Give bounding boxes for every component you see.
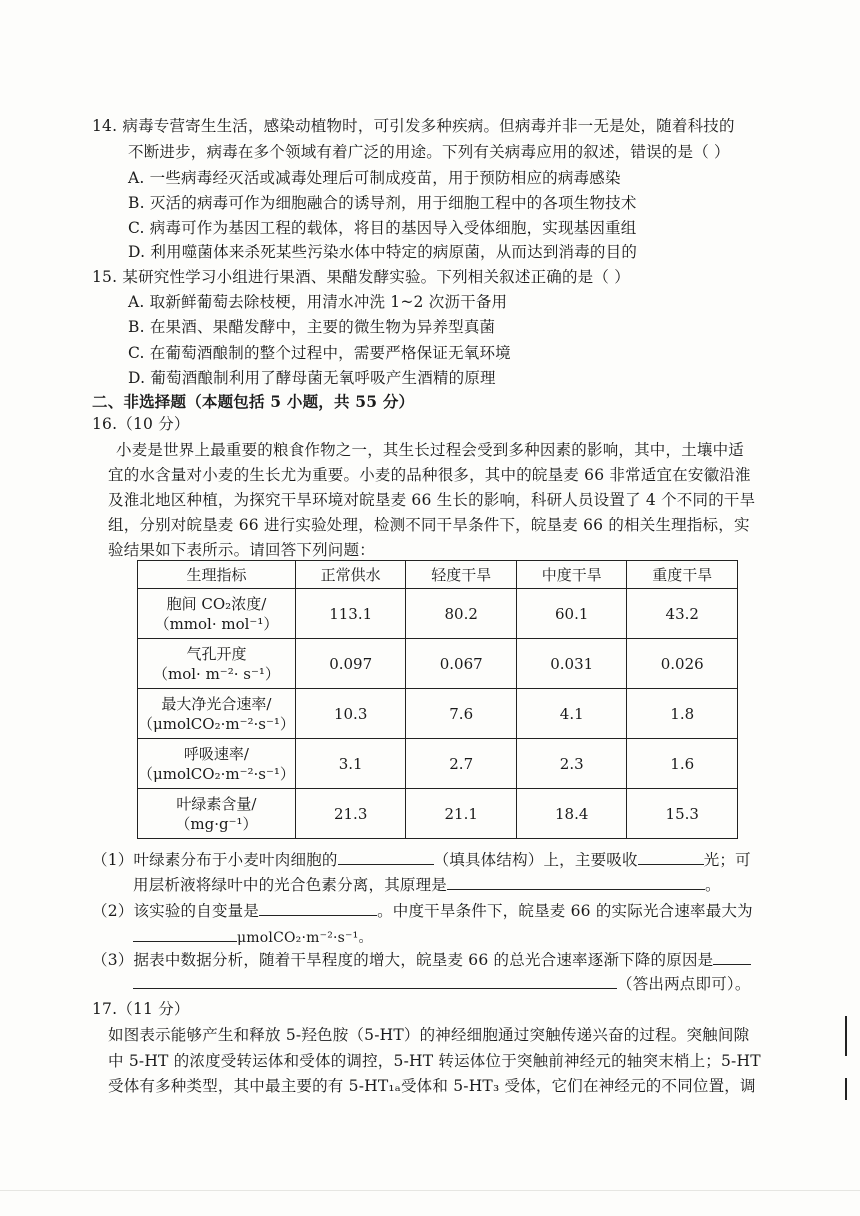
table-cell: 7.6 — [406, 689, 517, 739]
table-cell: 4.1 — [516, 689, 627, 739]
table-cell: 21.1 — [406, 789, 517, 839]
q16-sub1-line2 — [133, 873, 721, 897]
table-cell: 2.3 — [516, 739, 627, 789]
q14-stem-line2: 不断进步，病毒在多个领域有着广泛的用途。下列有关病毒应用的叙述，错误的是（ ） — [128, 143, 730, 161]
q16-para-line2: 宜的水含量对小麦的生长尤为重要。小麦的品种很多，其中的皖垦麦 66 非常适宜在安徽沿淮 — [108, 466, 751, 484]
physiology-table — [137, 560, 738, 839]
answer-blank[interactable] — [338, 848, 434, 865]
table-cell: 0.097 — [295, 639, 406, 689]
q16-heading: 16.（10 分） — [92, 415, 190, 433]
table-cell: 2.7 — [406, 739, 517, 789]
answer-blank[interactable] — [133, 972, 617, 989]
q15-option-d: D. 葡萄酒酿制利用了酵母菌无氧呼吸产生酒精的原理 — [128, 369, 496, 387]
table-cell: 80.2 — [406, 589, 517, 639]
q16-sub1-text: 用层析液将绿叶中的光合色素分离，其原理是 — [133, 876, 448, 894]
table-row — [138, 689, 738, 739]
row-label — [138, 739, 296, 789]
q16-sub1-text: （1）叶绿素分布于小麦叶肉细胞的 — [92, 851, 338, 869]
q16-sub1-text: （填具体结构）上，主要吸收 — [433, 851, 638, 869]
q16-sub1-text: 光；可 — [703, 851, 751, 869]
q14-option-c: C. 病毒可作为基因工程的载体，将目的基因导入受体细胞，实现基因重组 — [128, 219, 637, 237]
q14-option-a: A. 一些病毒经灭活或减毒处理后可制成疫苗，用于预防相应的病毒感染 — [128, 169, 621, 187]
q16-sub2-text: （2）该实验的自变量是 — [92, 902, 260, 920]
table-cell: 1.8 — [627, 689, 738, 739]
row-label — [138, 789, 296, 839]
section-heading: 二、非选择题（本题包括 5 小题，共 55 分） — [92, 392, 415, 411]
indicator-unit: （mol· m⁻²· s⁻¹） — [153, 664, 280, 683]
table-row — [138, 589, 738, 639]
table-cell: 0.067 — [406, 639, 517, 689]
table-cell: 15.3 — [627, 789, 738, 839]
table-cell: 21.3 — [295, 789, 406, 839]
table-cell: 3.1 — [295, 739, 406, 789]
row-label — [138, 689, 296, 739]
q15-option-b: B. 在果酒、果醋发酵中，主要的微生物为异养型真菌 — [128, 318, 496, 336]
table-header: 正常供水 — [295, 561, 406, 589]
table-cell: 10.3 — [295, 689, 406, 739]
q16-sub1-line1 — [92, 848, 751, 872]
table-cell: 0.031 — [516, 639, 627, 689]
table-cell: 1.6 — [627, 739, 738, 789]
indicator-name: 气孔开度 — [186, 644, 247, 663]
indicator-name: 叶绿素含量/ — [176, 794, 257, 813]
indicator-name: 呼吸速率/ — [183, 744, 249, 763]
q17-heading: 17.（11 分） — [92, 1000, 190, 1018]
q16-sub3-line1 — [92, 948, 751, 972]
table-header-row — [138, 561, 738, 589]
q16-sub2-text: 。中度干旱条件下，皖垦麦 66 的实际光合速率最大为 — [377, 902, 753, 920]
answer-blank[interactable] — [133, 925, 237, 942]
q16-sub2-unit: μmolCO₂·m⁻²·s⁻¹。 — [237, 930, 373, 946]
page-edge-rule — [0, 1190, 860, 1191]
table-header: 中度干旱 — [516, 561, 627, 589]
indicator-name: 最大净光合速率/ — [161, 694, 272, 713]
q16-para-line3: 及淮北地区种植，为探究干旱环境对皖垦麦 66 生长的影响，科研人员设置了 4 个不同的干旱 — [108, 491, 756, 509]
q16-sub3-text: （3）据表中数据分析，随着干旱程度的增大，皖垦麦 66 的总光合速率逐渐下降的原因是 — [92, 951, 714, 969]
margin-mark — [845, 1016, 847, 1056]
table-cell: 0.026 — [627, 639, 738, 689]
indicator-unit: （μmolCO₂·m⁻²·s⁻¹） — [138, 714, 295, 733]
indicator-unit: （μmolCO₂·m⁻²·s⁻¹） — [138, 764, 295, 783]
q15-option-a: A. 取新鲜葡萄去除枝梗，用清水冲洗 1~2 次沥干备用 — [128, 293, 508, 311]
table-cell: 43.2 — [627, 589, 738, 639]
q16-sub1-text: 。 — [705, 876, 721, 894]
table-header: 重度干旱 — [627, 561, 738, 589]
table-row — [138, 789, 738, 839]
table-cell: 18.4 — [516, 789, 627, 839]
table-header: 轻度干旱 — [406, 561, 517, 589]
indicator-name: 胞间 CO₂浓度/ — [166, 594, 267, 613]
q15-option-c: C. 在葡萄酒酿制的整个过程中，需要严格保证无氧环境 — [128, 344, 511, 362]
indicator-unit: （mmol· mol⁻¹） — [154, 614, 279, 633]
table-cell: 60.1 — [516, 589, 627, 639]
answer-blank[interactable] — [713, 948, 751, 965]
table-row — [138, 639, 738, 689]
q14-option-d: D. 利用噬菌体来杀死某些污染水体中特定的病原菌，从而达到消毒的目的 — [128, 243, 638, 261]
q16-sub2-line1 — [92, 899, 753, 923]
q16-sub2-line2 — [133, 925, 373, 950]
q16-para-line1: 小麦是世界上最重要的粮食作物之一，其生长过程会受到多种因素的影响，其中，土壤中适 — [116, 441, 745, 459]
q17-para-line3: 受体有多种类型，其中最主要的有 5-HT₁ₐ受体和 5-HT₃ 受体，它们在神经元的不同位置，调 — [108, 1077, 756, 1095]
q16-sub3-line2 — [133, 972, 751, 996]
table-row — [138, 739, 738, 789]
q16-para-line5: 验结果如下表所示。请回答下列问题： — [108, 541, 375, 559]
row-label — [138, 639, 296, 689]
q17-para-line2: 中 5-HT 的浓度受转运体和受体的调控，5-HT 转运体位于突触前神经元的轴突末梢上；5-HT — [108, 1052, 761, 1070]
q14-option-b: B. 灭活的病毒可作为细胞融合的诱导剂，用于细胞工程中的各项生物技术 — [128, 194, 637, 212]
q14-stem-line1: 14. 病毒专营寄生生活，感染动植物时，可引发多种疾病。但病毒并非一无是处，随着科技的 — [92, 117, 735, 135]
q16-para-line4: 组，分别对皖垦麦 66 进行实验处理，检测不同干旱条件下，皖垦麦 66 的相关生理指标，实 — [108, 516, 750, 534]
margin-mark — [845, 1078, 847, 1100]
table-cell: 113.1 — [295, 589, 406, 639]
indicator-unit: （mg·g⁻¹） — [175, 814, 258, 833]
answer-blank[interactable] — [259, 899, 377, 916]
table-header: 生理指标 — [138, 561, 296, 589]
answer-blank[interactable] — [638, 848, 704, 865]
q17-para-line1: 如图表示能够产生和释放 5-羟色胺（5-HT）的神经细胞通过突触传递兴奋的过程。突触间隙 — [108, 1026, 750, 1044]
row-label — [138, 589, 296, 639]
q15-stem: 15. 某研究性学习小组进行果酒、果醋发酵实验。下列相关叙述正确的是（ ） — [92, 268, 630, 286]
answer-blank[interactable] — [447, 873, 705, 890]
q16-sub3-text: （答出两点即可）。 — [617, 975, 751, 993]
